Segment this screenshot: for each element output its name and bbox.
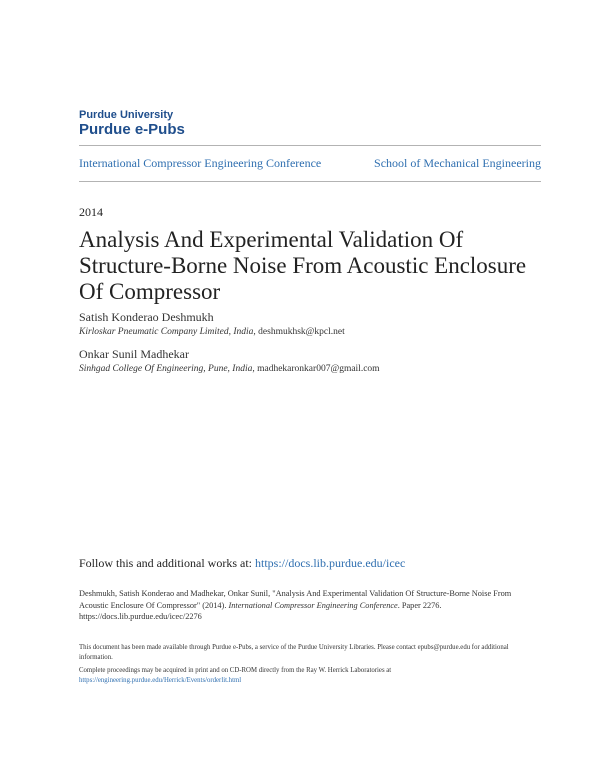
author-name: Satish Konderao Deshmukh [79, 310, 214, 324]
proceedings-text: Complete proceedings may be acquired in print and on CD-ROM directly from the Ray W. Herrick Laboratories at [79, 667, 392, 674]
citation-venue: International Compressor Engineering Conference [228, 600, 398, 610]
herrick-link[interactable]: https://engineering.purdue.edu/Herrick/Events/orderlit.html [79, 677, 242, 684]
author-affiliation: Kirloskar Pneumatic Company Limited, India [79, 327, 254, 337]
citation-url: https://docs.lib.purdue.edu/icec/2276 [79, 612, 202, 621]
university-name: Purdue University [79, 109, 174, 121]
author-email: madhekaronkar007@gmail.com [257, 364, 380, 374]
repository-name: Purdue e-Pubs [79, 121, 185, 138]
conference-link[interactable]: International Compressor Engineering Conference [79, 156, 322, 170]
author-email: deshmukhsk@kpcl.net [258, 327, 345, 337]
author-affiliation: Sinhgad College Of Engineering, Pune, India [79, 364, 253, 374]
school-link[interactable]: School of Mechanical Engineering [374, 156, 541, 170]
header-divider-top [79, 145, 541, 146]
header-divider-bottom [79, 181, 541, 182]
collection-link[interactable]: https://docs.lib.purdue.edu/icec [255, 556, 406, 570]
follow-line [79, 556, 405, 571]
follow-text: Follow this and additional works at: [79, 556, 252, 570]
author-affiliation-line: Sinhgad College Of Engineering, Pune, India, madhekaronkar007@gmail.com [79, 364, 380, 374]
citation-paper: . Paper 2276. [397, 600, 442, 610]
citation [79, 588, 541, 623]
author-affiliation-line: Kirloskar Pneumatic Company Limited, India, deshmukhsk@kpcl.net [79, 327, 345, 337]
author-name: Onkar Sunil Madhekar [79, 347, 189, 361]
availability-notice: This document has been made available through Purdue e-Pubs, a service of the Purdue University Libraries. Please contact epubs@purdue.edu for additional information. [79, 644, 509, 661]
proceedings-notice [79, 666, 541, 686]
publication-year: 2014 [79, 205, 103, 219]
citation-authors: Deshmukh, Satish Konderao and Madhekar, Onkar Sunil, "Analysis And Experimental Validation Of Structure-Borne Noise From Acoustic Enclosure Of Compressor" (2014). [79, 589, 512, 610]
paper-title: Analysis And Experimental Validation Of Structure-Borne Noise From Acoustic Enclosure Of Compressor [79, 227, 527, 304]
